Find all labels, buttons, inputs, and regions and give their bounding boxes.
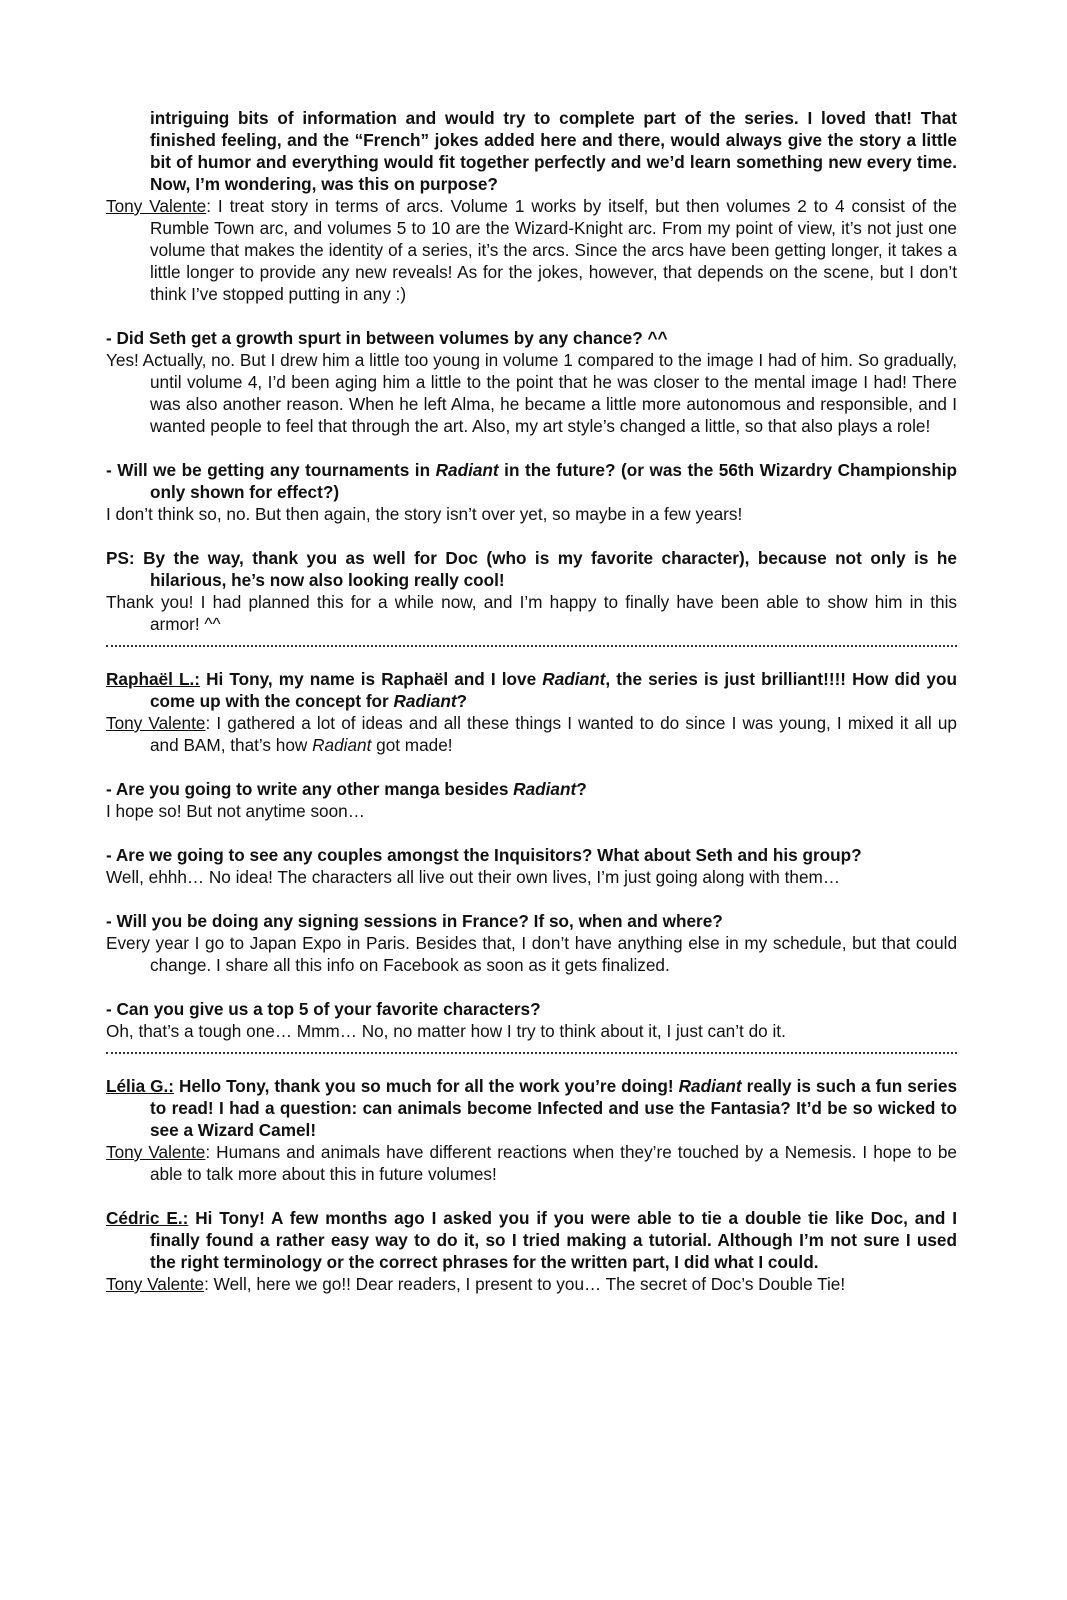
asker-name: Lélia G.: [106, 1076, 175, 1096]
answer-paragraph: Tony Valente: Well, here we go!! Dear readers, I present to you… The secret of Doc’s Double Tie! [106, 1274, 846, 1294]
question-paragraph: Lélia G.: Hello Tony, thank you so much for all the work you’re doing! Radiant really is such a fun series to read! I had a question: can animals become Infected and use the Fantasia? It’d be so wicked to see a Wizard Camel! [106, 1076, 957, 1140]
answer-paragraph: Tony Valente: Humans and animals have different reactions when they’re touched by a Nemesis. I hope to be able to talk more about this in future volumes! [106, 1142, 957, 1184]
answerer-name: Tony Valente [106, 713, 206, 733]
answer-paragraph: Oh, that’s a tough one… Mmm… No, no matter how I try to think about it, I just can’t do it. [106, 1021, 786, 1041]
dotted-divider [106, 645, 957, 647]
question-paragraph: - Are you going to write any other manga besides Radiant? [106, 779, 587, 799]
answerer-name: Tony Valente [106, 1142, 206, 1162]
answer-paragraph: Yes! Actually, no. But I drew him a little too young in volume 1 compared to the image I had of him. So gradually, until volume 4, I’d been aging him a little to the point that he was closer to the mental image I had! There was also another reason. When he left Alma, he became a little more autonomous and responsible, and I wanted people to feel that through the art. Also, my art style’s changed a little, so that also plays a role! [106, 350, 957, 436]
question-paragraph: - Did Seth get a growth spurt in between volumes by any chance? ^^ [106, 328, 668, 348]
question-paragraph: Cédric E.: Hi Tony! A few months ago I asked you if you were able to tie a double tie like Doc, and I finally found a rather easy way to do it, so I tried making a tutorial. Although I’m not sure I used the right terminology or the correct phrases for the written part, I did what I could. [106, 1208, 957, 1272]
answer-paragraph: I hope so! But not anytime soon… [106, 801, 365, 821]
asker-name: Raphaël L.: [106, 669, 200, 689]
answer-paragraph: Thank you! I had planned this for a while now, and I’m happy to finally have been able to show him in this armor! ^^ [106, 592, 957, 634]
question-paragraph: - Can you give us a top 5 of your favorite characters? [106, 999, 541, 1019]
question-paragraph: - Will we be getting any tournaments in Radiant in the future? (or was the 56th Wizardry Championship only shown for effect?) [106, 460, 957, 502]
answer-paragraph: Every year I go to Japan Expo in Paris. Besides that, I don’t have anything else in my schedule, but that could change. I share all this info on Facebook as soon as it gets finalized. [106, 933, 957, 975]
question-paragraph: Raphaël L.: Hi Tony, my name is Raphaël and I love Radiant, the series is just brilliant!!!! How did you come up with the concept for Radiant? [106, 669, 957, 711]
question-paragraph: PS: By the way, thank you as well for Doc (who is my favorite character), because not only is he hilarious, he’s now also looking really cool! [106, 548, 957, 590]
answer-paragraph [106, 195, 957, 305]
answerer-name: Tony Valente [106, 1274, 205, 1294]
question-paragraph: - Will you be doing any signing sessions in France? If so, when and where? [106, 911, 723, 931]
answer-paragraph: Well, ehhh… No idea! The characters all live out their own lives, I’m just going along with them… [106, 867, 841, 887]
question-continuation: intriguing bits of information and would try to complete part of the series. I loved that! That finished feeling, and the “French” jokes added here and there, would always give the story a little bit of humor and everything would fit together perfectly and we’d learn something new every time. Now, I’m wondering, was this on purpose? [150, 108, 957, 194]
dotted-divider [106, 1052, 957, 1054]
asker-name: Cédric E.: [106, 1208, 189, 1228]
question-paragraph: - Are we going to see any couples amongst the Inquisitors? What about Seth and his group? [106, 845, 862, 865]
answer-paragraph: I don’t think so, no. But then again, the story isn’t over yet, so maybe in a few years! [106, 504, 743, 524]
answer-paragraph: Tony Valente: I gathered a lot of ideas and all these things I wanted to do since I was young, I mixed it all up and BAM, that’s how Radiant got made! [106, 713, 957, 755]
answer-text: : I treat story in terms of arcs. Volume 1 works by itself, but then volumes 2 to 4 consist of the Rumble Town arc, and volumes 5 to 10 are the Wizard-Knight arc. From my point of view, it’s not just one volume that makes the identity of a series, it’s the arcs. Since the arcs have been getting longer, it takes a little longer to provide any new reveals! As for the jokes, however, that depends on the scene, but I don’t think I’ve stopped putting in any :) [150, 196, 957, 304]
answerer-name: Tony Valente [106, 196, 207, 216]
